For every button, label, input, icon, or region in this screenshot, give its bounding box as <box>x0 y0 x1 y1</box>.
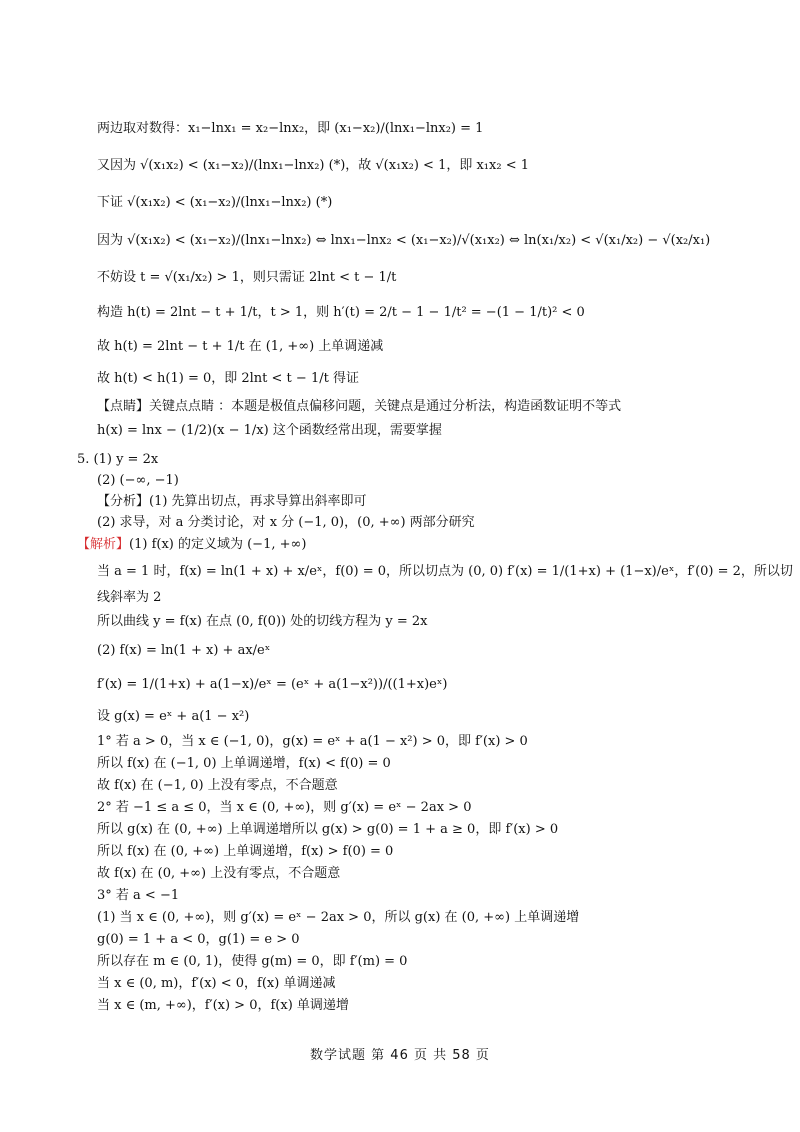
text-line: (2) f(x) = ln(1 + x) + ax/eˣ <box>97 643 271 658</box>
text-line: (2) 求导，对 a 分类讨论，对 x 分 (−1, 0)，(0, +∞) 两部分研究 <box>97 515 475 530</box>
solution-label: 【解析】 <box>77 537 130 552</box>
text-line: 3° 若 a < −1 <box>97 888 180 903</box>
text-line: 故 h(t) < h(1) = 0，即 2lnt < t − 1/t 得证 <box>97 371 359 386</box>
text-line: 因为 √(x₁x₂) < (x₁−x₂)/(lnx₁−lnx₂) ⇔ lnx₁−lnx₂ < (x₁−x₂)/√(x₁x₂) ⇔ ln(x₁/x₂) < √(x₁/x₂) − √(x₂/x₁) <box>97 233 711 248</box>
text-line: 当 a = 1 时，f(x) = ln(1 + x) + x/eˣ，f(0) = 0，所以切点为 (0, 0) f′(x) = 1/(1+x) + (1−x)/eˣ，f′(0) = 2，所以切 <box>97 564 793 579</box>
text-line: 构造 h(t) = 2lnt − t + 1/t，t > 1，则 h′(t) = 2/t − 1 − 1/t² = −(1 − 1/t)² < 0 <box>97 305 585 320</box>
text-line: 所以存在 m ∈ (0, 1)，使得 g(m) = 0，即 f′(m) = 0 <box>97 954 408 969</box>
text-line: 当 x ∈ (m, +∞)，f′(x) > 0，f(x) 单调递增 <box>97 998 349 1013</box>
analysis-note: 【分析】(1) 先算出切点，再求导算出斜率即可 <box>97 494 367 509</box>
text-line: 当 x ∈ (0, m)，f′(x) < 0，f(x) 单调递减 <box>97 976 336 991</box>
text-line: h(x) = lnx − (1/2)(x − 1/x) 这个函数经常出现，需要掌握 <box>97 423 442 438</box>
text-line: 又因为 √(x₁x₂) < (x₁−x₂)/(lnx₁−lnx₂) (*)，故 √(x₁x₂) < 1，即 x₁x₂ < 1 <box>97 158 529 173</box>
solution-text: (1) f(x) 的定义域为 (−1, +∞) <box>129 537 307 552</box>
text-line: 所以 f(x) 在 (−1, 0) 上单调递增，f(x) < f(0) = 0 <box>97 756 391 771</box>
key-point-note: 【点睛】关键点点睛 ：本题是极值点偏移问题，关键点是通过分析法，构造函数证明不等式 <box>97 399 622 414</box>
text-line: 2° 若 −1 ≤ a ≤ 0，当 x ∈ (0, +∞)，则 g′(x) = eˣ − 2ax > 0 <box>97 800 472 815</box>
text-line: 两边取对数得：x₁−lnx₁ = x₂−lnx₂，即 (x₁−x₂)/(lnx₁−lnx₂) = 1 <box>97 121 484 136</box>
text-line: 故 h(t) = 2lnt − t + 1/t 在 (1, +∞) 上单调递减 <box>97 339 384 354</box>
text-line: 线斜率为 2 <box>97 590 162 605</box>
page-footer: 数学试题 第 46 页 共 58 页 <box>310 1048 490 1063</box>
text-line: f′(x) = 1/(1+x) + a(1−x)/eˣ = (eˣ + a(1−x²))/((1+x)eˣ) <box>97 677 448 692</box>
text-line: g(0) = 1 + a < 0，g(1) = e > 0 <box>97 932 300 947</box>
problem-5-answer-2: (2) (−∞, −1) <box>97 473 179 488</box>
text-line: 不妨设 t = √(x₁/x₂) > 1，则只需证 2lnt < t − 1/t <box>97 270 397 285</box>
text-line: (1) 当 x ∈ (0, +∞)，则 g′(x) = eˣ − 2ax > 0，所以 g(x) 在 (0, +∞) 上单调递增 <box>97 910 580 925</box>
text-line: 所以曲线 y = f(x) 在点 (0, f(0)) 处的切线方程为 y = 2x <box>97 614 428 629</box>
text-line: 故 f(x) 在 (−1, 0) 上没有零点，不合题意 <box>97 778 338 793</box>
text-line: 故 f(x) 在 (0, +∞) 上没有零点，不合题意 <box>97 866 341 881</box>
text-line: 所以 g(x) 在 (0, +∞) 上单调递增所以 g(x) > g(0) = 1 + a ≥ 0，即 f′(x) > 0 <box>97 822 559 837</box>
text-line: 设 g(x) = eˣ + a(1 − x²) <box>97 709 250 724</box>
text-line: 所以 f(x) 在 (0, +∞) 上单调递增，f(x) > f(0) = 0 <box>97 844 394 859</box>
text-line: 1° 若 a > 0，当 x ∈ (−1, 0)，g(x) = eˣ + a(1 − x²) > 0，即 f′(x) > 0 <box>97 734 528 749</box>
solution-line <box>77 536 306 554</box>
problem-5-answer-1: 5. (1) y = 2x <box>77 452 159 467</box>
text-line: 下证 √(x₁x₂) < (x₁−x₂)/(lnx₁−lnx₂) (*) <box>97 195 333 210</box>
